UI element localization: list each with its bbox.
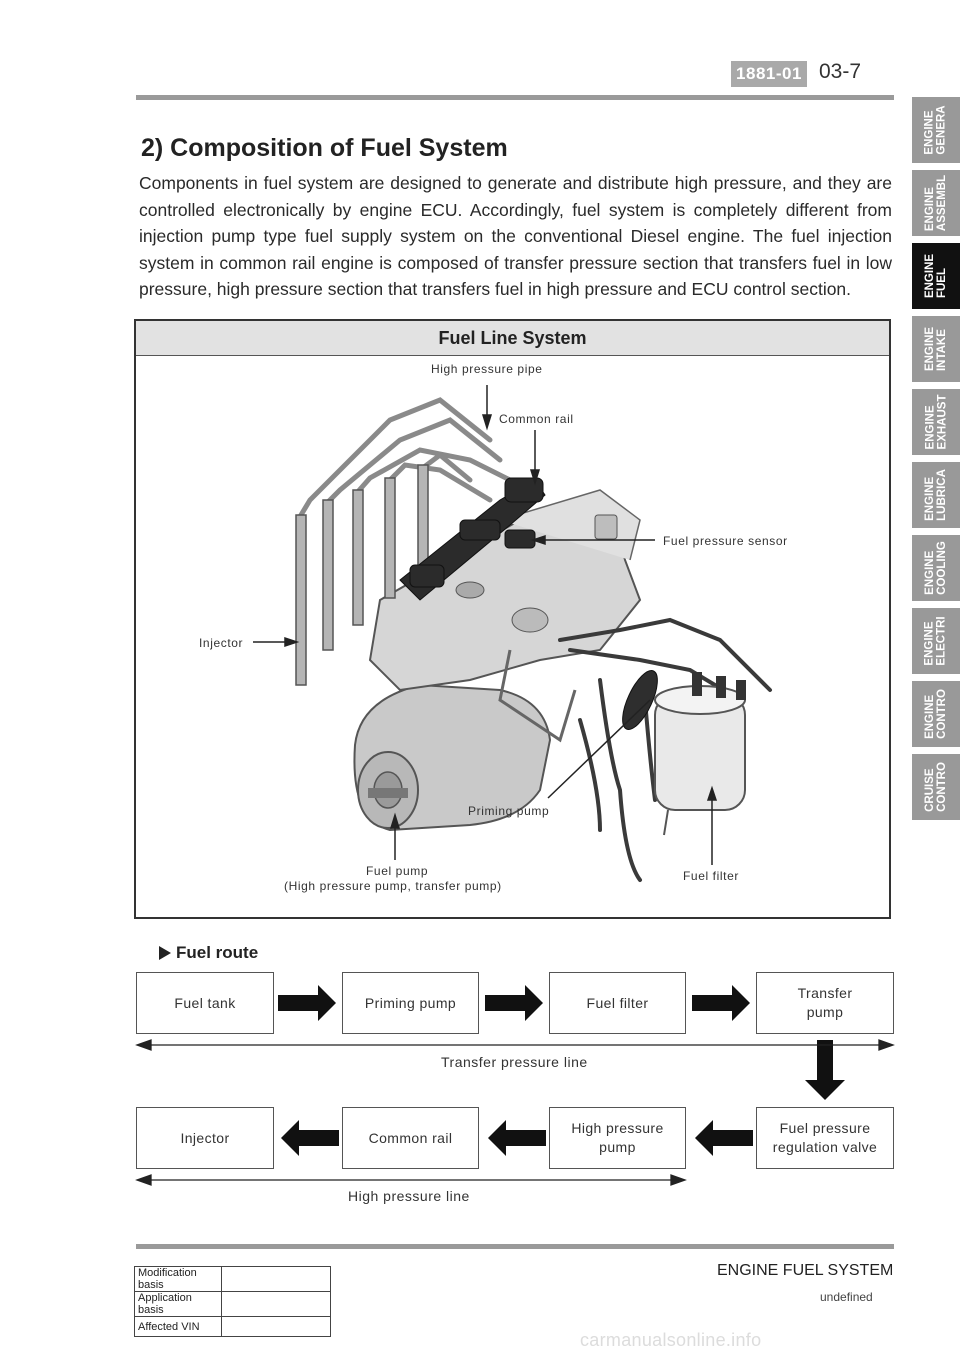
- chapter-tab-label: ENGINE: [924, 476, 936, 521]
- footer-subtitle: undefined: [820, 1290, 873, 1304]
- fuel-route-title: Fuel route: [176, 943, 259, 962]
- label-high-pressure-pipe: High pressure pipe: [431, 362, 543, 376]
- chapter-tab-label: INTAKE: [936, 329, 948, 372]
- table-value: [222, 1267, 331, 1292]
- chapter-tab[interactable]: [912, 535, 960, 601]
- arrow-down-icon: [805, 1040, 845, 1100]
- table-row: [135, 1317, 331, 1337]
- table-key: Affected VIN: [135, 1317, 222, 1337]
- fuel-system-illustration: [136, 357, 889, 917]
- arrow-left-icon: [488, 1120, 546, 1156]
- footer-divider: [136, 1244, 894, 1249]
- route-box-fuel-tank: Fuel tank: [136, 972, 274, 1034]
- chapter-tab-label: EXHAUST: [936, 394, 949, 450]
- chapter-tab-label: ASSEMBL: [936, 174, 949, 232]
- chapter-tab-label: ELECTRI: [936, 616, 949, 666]
- chapter-tab[interactable]: [912, 243, 960, 309]
- watermark: carmanualsonline.info: [580, 1330, 762, 1350]
- table-row: [135, 1267, 331, 1292]
- route-box-transfer-pump: Transfer pump: [756, 972, 894, 1034]
- chapter-tab[interactable]: [912, 389, 960, 455]
- chapter-tab[interactable]: [912, 681, 960, 747]
- route-box-injector: Injector: [136, 1107, 274, 1169]
- fuel-filter-drawing: [655, 672, 746, 835]
- chapter-tab-label: ENGINE: [924, 694, 936, 739]
- table-key: Application basis: [135, 1292, 222, 1317]
- chapter-tab-label: ENGINE: [924, 110, 937, 155]
- table-value: [222, 1317, 331, 1337]
- table-row: [135, 1292, 331, 1317]
- chapter-tab-label: GENERA: [936, 105, 949, 155]
- header-divider: [136, 95, 894, 100]
- chapter-tab-label: CONTRO: [936, 689, 948, 739]
- modification-table: [134, 1266, 331, 1337]
- chapter-tab-label: COOLING: [936, 541, 949, 595]
- chapter-tab[interactable]: [912, 608, 960, 674]
- chapter-tab-label: ENGINE: [924, 405, 937, 450]
- chapter-tab-label: ENGINE: [924, 550, 937, 595]
- arrow-right-icon: [278, 985, 336, 1021]
- arrow-left-icon: [281, 1120, 339, 1156]
- chapter-tab[interactable]: [912, 316, 960, 382]
- chapter-tab-label: CRUISE: [924, 768, 936, 812]
- label-fuel-pressure-sensor: Fuel pressure sensor: [663, 534, 788, 548]
- play-triangle-icon: [158, 946, 172, 960]
- table-value: [222, 1292, 331, 1317]
- route-box-high-pressure-pump: High pressure pump: [549, 1107, 686, 1169]
- chapter-tab-label: ENGINE: [924, 253, 936, 299]
- chapter-tab-label: ENGINE: [924, 621, 937, 666]
- route-box-fuel-pressure-regulation-valve: Fuel pressure regulation valve: [756, 1107, 894, 1169]
- arrow-right-icon: [692, 985, 750, 1021]
- route-box-fuel-filter: Fuel filter: [549, 972, 686, 1034]
- table-key: Modification basis: [135, 1267, 222, 1292]
- intro-paragraph: Components in fuel system are designed to generate and distribute high pressure, and they are controlled electronically by engine ECU. Accordingly, fuel system is completely different from injection pump type fuel supply system on the conventional Diesel engine. The fuel injection system in common rail engine is composed of transfer pressure section that transfers fuel in low pressure, high pressure section that transfers fuel in high pressure and ECU control section.: [139, 173, 892, 300]
- section-title: 2) Composition of Fuel System: [141, 134, 508, 162]
- label-fuel-filter: Fuel filter: [683, 869, 739, 883]
- label-priming-pump: Priming pump: [468, 804, 550, 818]
- label-common-rail: Common rail: [499, 412, 574, 426]
- chapter-tab[interactable]: [912, 462, 960, 528]
- figure-title: Fuel Line System: [136, 321, 889, 356]
- route-box-common-rail: Common rail: [342, 1107, 479, 1169]
- chapter-tab[interactable]: [912, 97, 960, 163]
- chapter-tab-label: FUEL: [936, 268, 948, 299]
- label-fuel-pump-detail: (High pressure pump, transfer pump): [284, 879, 502, 893]
- route-arrows: [130, 980, 900, 1205]
- page-number: 03-7: [819, 60, 862, 83]
- arrow-left-icon: [695, 1120, 753, 1156]
- arrow-right-icon: [485, 985, 543, 1021]
- transfer-pressure-line-label: Transfer pressure line: [441, 1054, 588, 1070]
- chapter-tab-label: ENGINE: [924, 326, 936, 372]
- chapter-tab-label: LUBRICA: [936, 469, 948, 521]
- footer-title: ENGINE FUEL SYSTEM: [717, 1262, 894, 1279]
- chapter-tab[interactable]: [912, 754, 960, 820]
- section-code-badge: 1881-01: [731, 61, 807, 87]
- chapter-tab-label: ENGINE: [924, 187, 937, 232]
- chapter-tab-label: CONTRO: [936, 762, 948, 812]
- high-pressure-line-label: High pressure line: [348, 1188, 470, 1204]
- route-box-priming-pump: Priming pump: [342, 972, 479, 1034]
- chapter-tab[interactable]: [912, 170, 960, 236]
- label-injector: Injector: [199, 636, 244, 650]
- label-fuel-pump: Fuel pump: [366, 864, 429, 878]
